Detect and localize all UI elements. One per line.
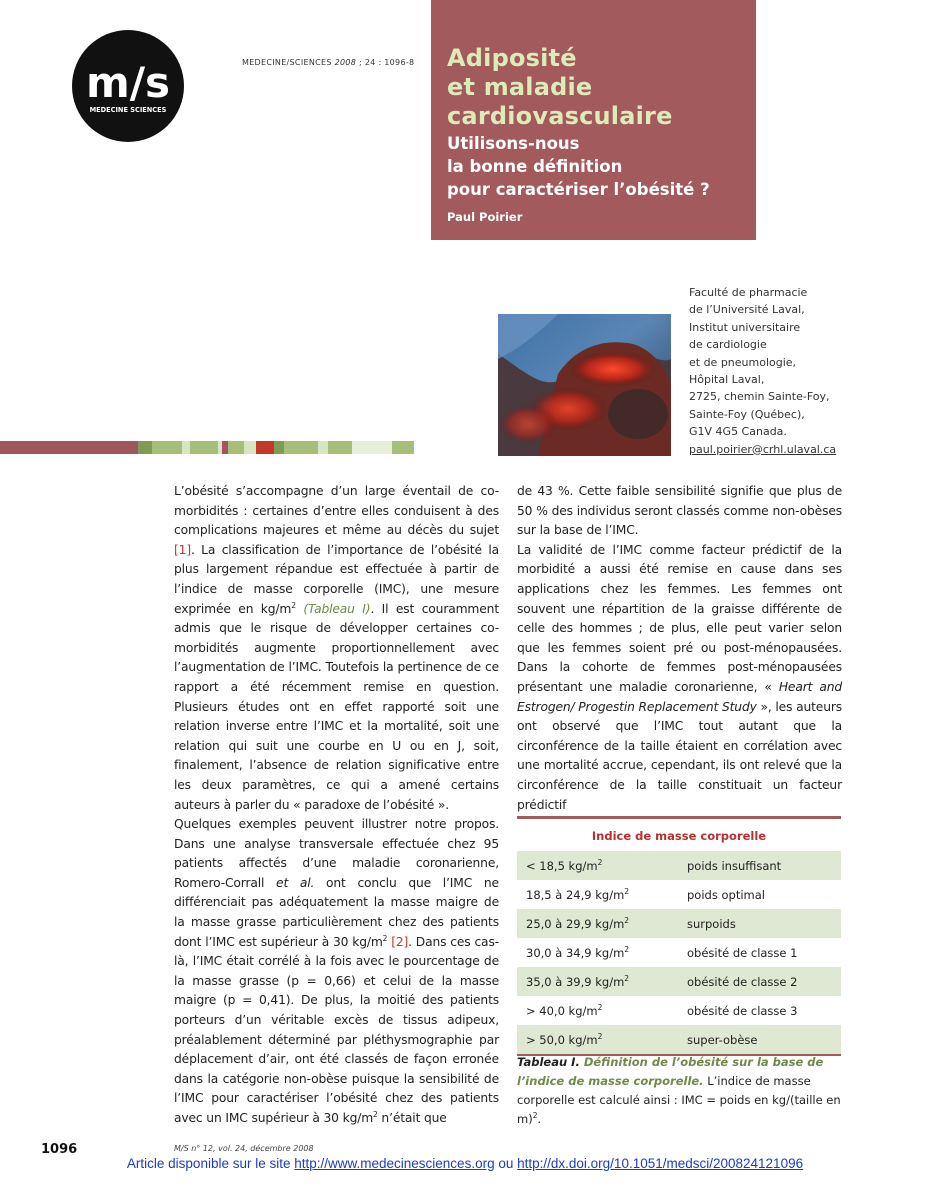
table-row: 25,0 à 29,9 $kg/m^2$ surpoids — [517, 909, 841, 938]
journal-reference: MEDECINE/SCIENCES 2008 ; 24 : 1096-8 — [242, 58, 415, 67]
reference-link[interactable]: [1] — [174, 542, 191, 557]
logo-caption: MEDECINE SCIENCES — [89, 106, 167, 114]
table-row: > 50,0 $kg/m^2$ super-obèse — [517, 1025, 841, 1054]
table-row: > 40,0 $kg/m^2$ obésité de classe 3 — [517, 996, 841, 1025]
author-affiliation: Faculté de pharmacie de l’Université Laval, Institut universitaire de cardiologie et de pneumologie, Hôpital Laval, 2725, chemin Sainte-Foy, Sainte-Foy (Québec), G1V 4G5 Canada. paul.poirier@crhl.ulaval.ca — [689, 284, 889, 458]
body-column-left — [174, 482, 499, 1129]
micrograph-image — [498, 314, 671, 456]
table-row: < 18,5 $kg/m^2$ poids insuffisant — [517, 851, 841, 880]
paragraph: L’obésité s’accompagne d’un large éventail de co-morbidités : certaines d’entre elles conduisent à des complications majeures et même au décès du sujet [1]. La classification de l’importance de l’obésité la plus largement répandue est effectuée à partir de l’indice de masse corporelle (IMC), une mesure exprimée en $kg/m^2$ (Tableau I). Il est couramment admis que le risque de développer certaines co-morbidités augmente proportionnellement avec l’augmentation de l’IMC. Toutefois la pertinence de ce rapport a été récemment remise en question. Plusieurs études ont en effet rapporté soit une relation inverse entre l’IMC et la mortalité, soit une relation qui suit une courbe en U ou en J, soit, finalement, l’absence de relation significative entre les deux paramètres, ce qui a amené certains auteurs à parler du « paradoxe de l’obésité ». — [174, 484, 499, 812]
table-caption: Tableau I. Définition de l’obésité sur la base de l’indice de masse corporelle. L’indice de masse corporelle est calculé ainsi : IMC = poids en kg/(taille en m)$^2$. — [517, 1055, 841, 1126]
table-row: 35,0 à 39,9 $kg/m^2$ obésité de classe 2 — [517, 967, 841, 996]
paragraph: Quelques exemples peuvent illustrer notre propos. Dans une analyse transversale effectuée chez 95 patients affectés d’une maladie coronarienne, Romero-Corrall et al. ont conclu que l’IMC ne différenciait pas adéquatement la masse maigre de la masse grasse particulièrement chez des patients dont l’IMC est supérieur à 30 $kg/m^2$ [2]. Dans ces cas-là, l’IMC était corrélé à la fois avec le pourcentage de la masse grasse (p = 0,66) et celui de la masse maigre (p = 0,41). De plus, la moitié des patients porteurs d’un véritable excès de tissus adipeux, préalablement déterminé par pléthysmographie par déplacement d’air, ont été classés de façon erronée dans la catégorie non-obèse puisque la sensibilité de l’IMC pour caractériser l’obésité chez des patients avec un IMC supérieur à 30 $kg/m^2$ n’était que — [174, 817, 499, 1125]
site-link[interactable]: http://www.medecinesciences.org — [294, 1156, 495, 1171]
availability-notice: Article disponible sur le site http://www.medecinesciences.org ou http://dx.doi.org/10.1051/medsci/200824121096 — [126, 1156, 804, 1171]
paragraph: La validité de l’IMC comme facteur prédictif de la morbidité a aussi été remise en cause dans ses applications chez les femmes. Les femmes ont souvent une répartition de la graisse différente de celle des hommes ; de plus, elle peut varier selon que les femmes soient pré ou post-ménopausées. Dans la cohorte de femmes post-ménopausées présentant une maladie coronarienne, « Heart and Estrogen/ Progestin Replacement Study », les auteurs ont observé que l’IMC tout autant que la circonférence de la taille étaient en corrélation avec une mortalité accrue, cependant, ils ont relevé que la circonférence de la taille constituait un facteur prédictif — [517, 542, 843, 812]
article-title: Adiposité et maladie cardiovasculaire — [447, 44, 673, 130]
author-name: Paul Poirier — [447, 210, 523, 224]
title-block — [431, 0, 756, 240]
footer-journal-reference: M/S n° 12, vol. 24, décembre 2008 — [174, 1144, 314, 1153]
doi-link[interactable]: http://dx.doi.org/10.1051/medsci/200824121096 — [517, 1156, 804, 1171]
paragraph: de 43 %. Cette faible sensibilité signifie que plus de 50 % des individus seront classés comme non-obèses sur la base de l’IMC. — [517, 484, 842, 538]
table-row: 30,0 à 34,9 $kg/m^2$ obésité de classe 1 — [517, 938, 841, 967]
table-reference-link[interactable]: (Tableau I) — [303, 601, 371, 616]
bmi-table — [517, 816, 841, 1056]
page-number: 1096 — [41, 1142, 78, 1157]
reference-link[interactable]: [2] — [391, 934, 409, 949]
journal-logo — [72, 30, 184, 142]
body-column-right — [517, 482, 842, 815]
table-row: 18,5 à 24,9 $kg/m^2$ poids optimal — [517, 880, 841, 909]
article-subtitle: Utilisons-nous la bonne définition pour caractériser l’obésité ? — [447, 134, 710, 199]
logo-letters: m/s — [85, 58, 171, 107]
table-header: Indice de masse corporelle — [517, 819, 841, 851]
author-email-link[interactable]: paul.poirier@crhl.ulaval.ca — [689, 442, 837, 456]
decorative-color-strip — [0, 441, 414, 454]
